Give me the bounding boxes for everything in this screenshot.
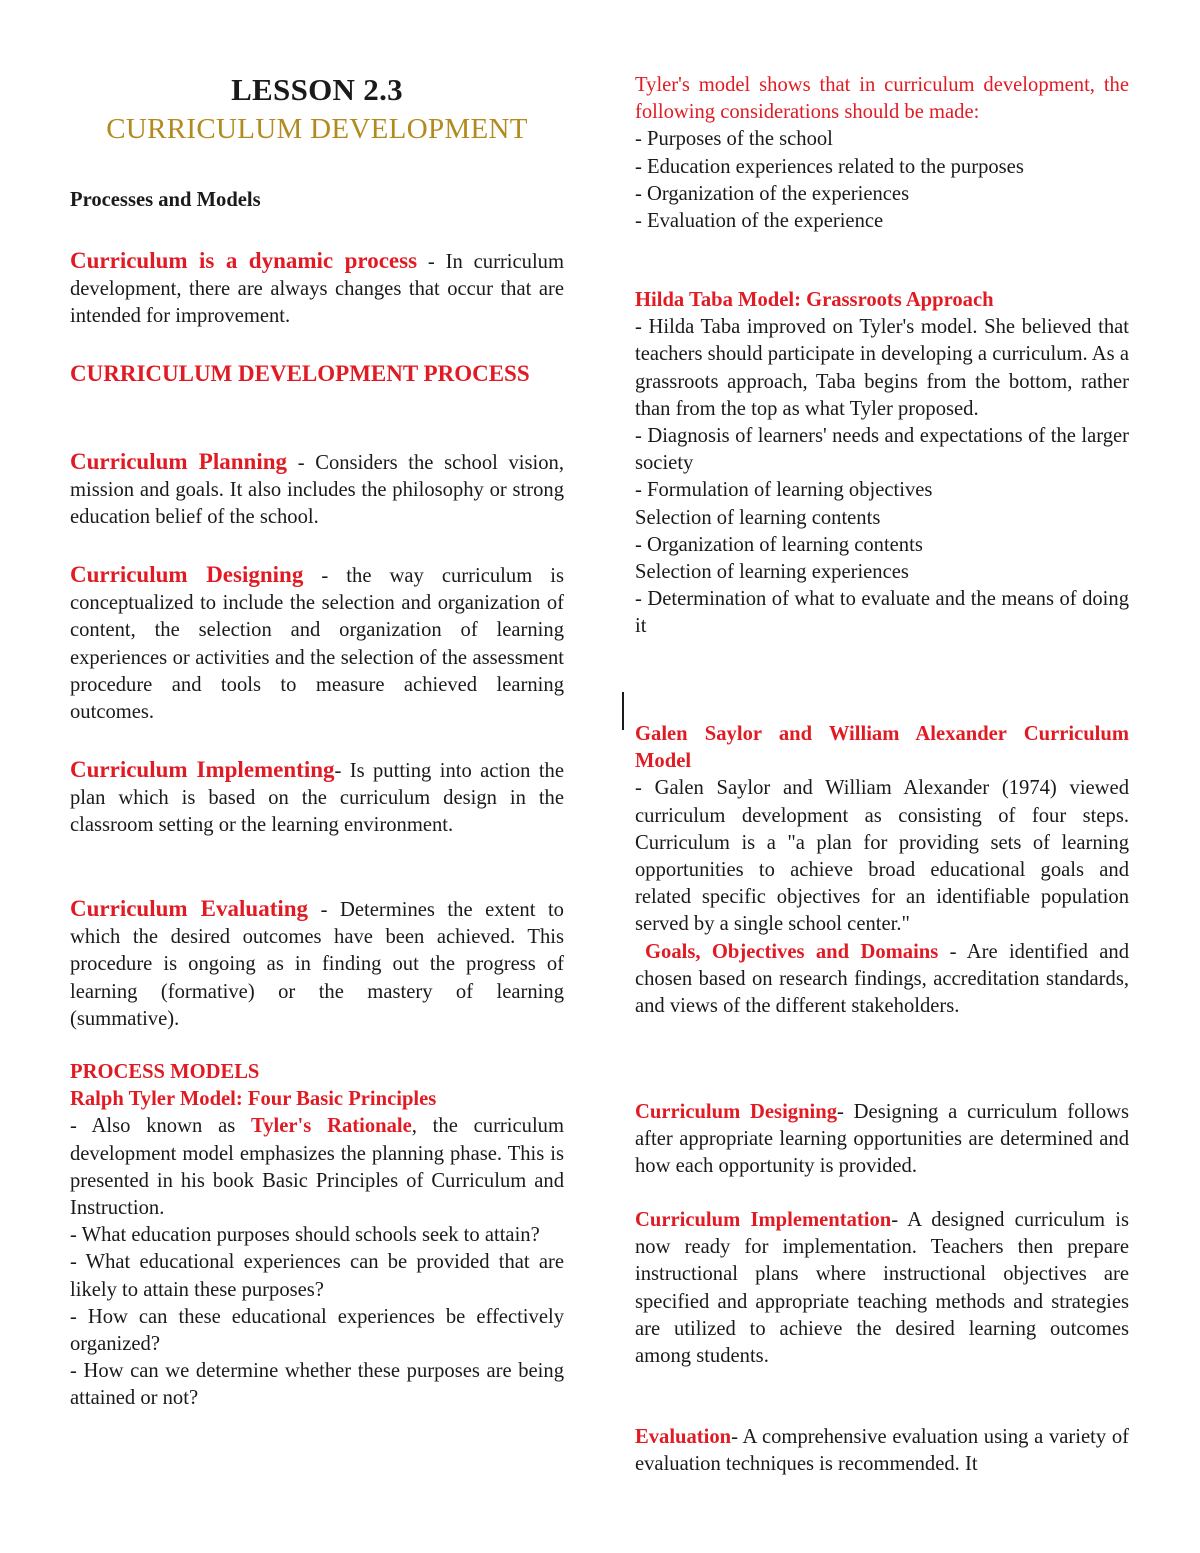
tyler-question-4: - How can we determine whether these purposes are being attained or not? [70, 1360, 564, 1410]
designing-term: Curriculum Designing [70, 562, 304, 587]
evaluation-term: Evaluation [635, 1426, 732, 1448]
process-heading: CURRICULUM DEVELOPMENT PROCESS [70, 361, 530, 386]
list-item: Selection of learning experiences [635, 561, 909, 584]
list-item: - Diagnosis of learners' needs and expectations of the larger society [635, 425, 1129, 475]
dynamic-process-term: Curriculum is a dynamic process [70, 248, 418, 273]
taba-block [635, 287, 1129, 641]
designing-text: - the way curriculum is conceptualized to include the selection and organization of content, the selection and organization of learning experiences or activities and the selection of the assessment procedure and tools to measure achieved learning outcomes. [70, 565, 565, 724]
list-item: - Organization of the experiences [635, 182, 910, 205]
planning-term: Curriculum Planning [70, 449, 288, 474]
goals-paragraph [635, 939, 1129, 1021]
list-item: - Determination of what to evaluate and the means of doing it [635, 588, 1129, 638]
list-item: Selection of learning contents [635, 506, 881, 529]
list-item: - Education experiences related to the purposes [635, 155, 1024, 178]
tyler-shows-text: Tyler's model shows that in curriculum development, the following considerations should be made: [635, 74, 1129, 124]
right-designing-term: Curriculum Designing [635, 1101, 838, 1123]
tyler-considerations [635, 72, 1129, 235]
tyler-question-2: - What educational experiences can be provided that are likely to attain these purposes? [70, 1251, 564, 1301]
tyler-question-1: - What education purposes should schools seek to attain? [70, 1224, 540, 1247]
saylor-heading: Galen Saylor and William Alexander Curriculum Model [635, 723, 1129, 773]
right-designing-text: - Designing a curriculum follows after appropriate learning opportunities are determined and how each opportunity is provided. [635, 1101, 1129, 1178]
planning-text: - Considers the school vision, mission and goals. It also includes the philosophy or strong education belief of the school. [70, 452, 564, 529]
implementing-text: - Is putting into action the plan which is based on the curriculum design in the classroom setting or the learning environment. [70, 760, 564, 837]
process-models-heading: PROCESS MODELS [70, 1061, 260, 1083]
text-cursor [622, 692, 624, 730]
goals-text: - Are identified and chosen based on research findings, accreditation standards, and views of the different stakeholders. [635, 940, 1129, 1018]
evaluation-text: - A comprehensive evaluation using a variety of evaluation techniques is recommended. It [635, 1426, 1129, 1476]
list-item: - Evaluation of the experience [635, 210, 884, 233]
evaluation-paragraph [635, 1424, 1129, 1478]
evaluating-text: - Determines the extent to which the desired outcomes have been achieved. This procedure is ongoing as in finding out the progress of learning (formative) or the mastery of learning (summative). [70, 899, 564, 1030]
process-models-block [70, 1059, 564, 1413]
implementation-paragraph [635, 1207, 1129, 1370]
implementation-text: - A designed curriculum is now ready for implementation. Teachers then prepare instructional plans where instructional objectives are specified and appropriate teaching methods and strategies are utilized to achieve the desired learning outcomes among students. [635, 1209, 1129, 1368]
evaluating-term: Curriculum Evaluating [70, 896, 309, 921]
evaluating-paragraph [70, 895, 564, 1033]
saylor-block [635, 721, 1129, 1020]
dynamic-process-text: - In curriculum development, there are always changes that occur that are intended for improvement. [70, 251, 565, 328]
implementation-term: Curriculum Implementation [635, 1209, 892, 1231]
taba-heading: Hilda Taba Model: Grassroots Approach [635, 289, 994, 311]
saylor-text: - Galen Saylor and William Alexander (1974) viewed curriculum development as consisting of four steps. Curriculum is a "a plan for providing sets of learning opportunities to achieve broad educational goals and related specific objectives for an identifiable population served by a single school center." [635, 777, 1129, 936]
dynamic-process-paragraph [70, 247, 564, 331]
list-item: - Organization of learning contents [635, 533, 923, 556]
tyler-rationale: Tyler's Rationale [251, 1115, 412, 1138]
implementing-paragraph [70, 756, 564, 840]
section-heading: Processes and Models [70, 189, 261, 211]
planning-paragraph [70, 448, 564, 532]
implementing-term: Curriculum Implementing [70, 757, 335, 782]
goals-term: Goals, Objectives and Domains [645, 940, 939, 963]
lesson-number: LESSON 2.3 [231, 72, 403, 107]
taba-text: - Hilda Taba improved on Tyler's model. She believed that teachers should participate in developing a curriculum. As a grassroots approach, Taba begins from the bottom, rather than from the top as what Tyler proposed. [635, 316, 1129, 420]
designing-paragraph [70, 561, 564, 726]
tyler-question-3: - How can these educational experiences be effectively organized? [70, 1305, 564, 1356]
tyler-heading: Ralph Tyler Model: Four Basic Principles [70, 1088, 437, 1111]
tyler-intro: - Also known as Tyler's Rationale, the curriculum development model emphasizes the planning phase. This is presented in his book Basic Principles of Curriculum and Instruction. [70, 1115, 564, 1220]
list-item: - Purposes of the school [635, 128, 833, 151]
right-designing-paragraph [635, 1099, 1129, 1181]
list-item: - Formulation of learning objectives [635, 479, 933, 502]
lesson-title: CURRICULUM DEVELOPMENT [106, 113, 528, 145]
